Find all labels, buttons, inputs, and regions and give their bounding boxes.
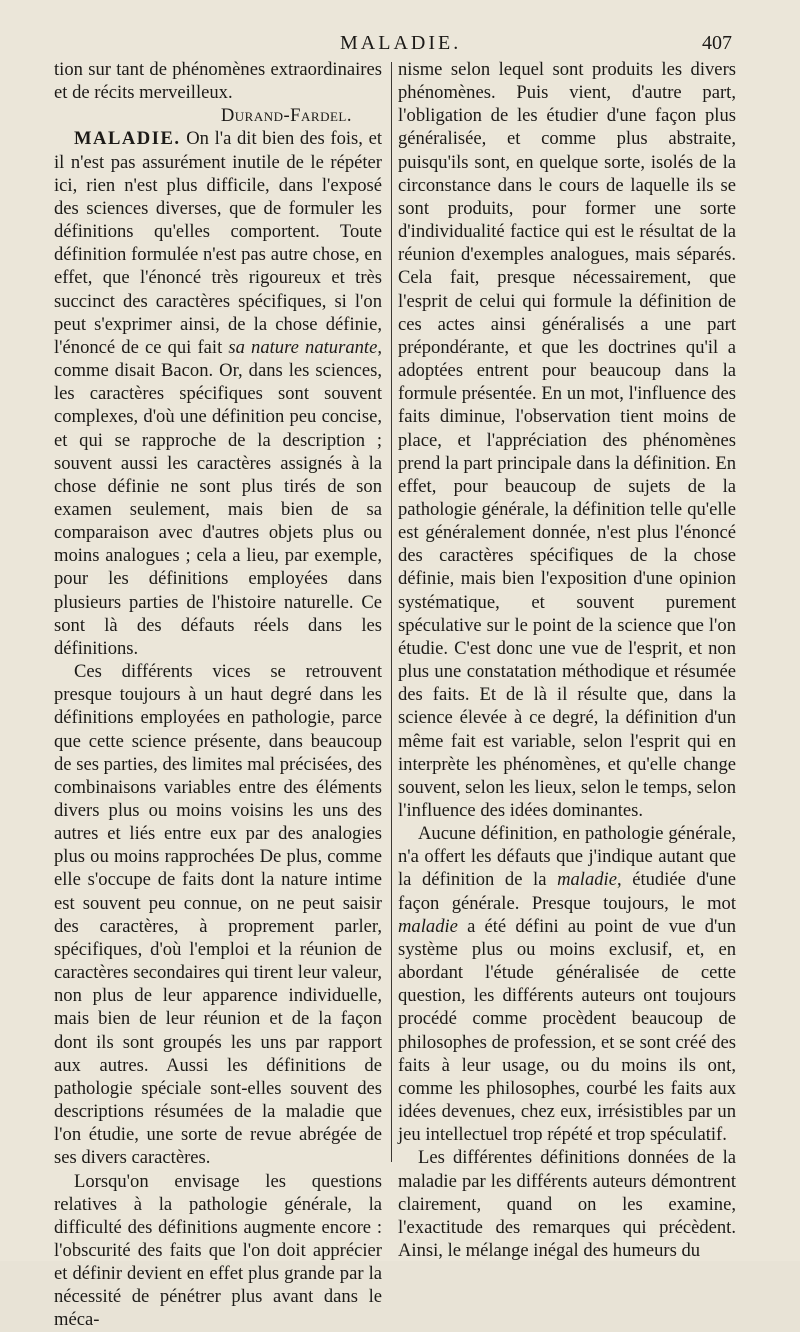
right-paragraph-2-text-c: a été défini au point de vue d'un système plus ou moins exclusif, et, en abordant l'étude généralisée de cette question, les différents auteurs ont toujours procédé comme procèdent beaucoup de philosophes de profession, et se sont créé des faits à leur usage, ou du moins ils ont, comme les philosophes, courbé les faits aux idées devenues, chez eux, irrésistibles par un jeu intellectuel trop répété et trop spéculatif. — [398, 915, 736, 1146]
right-paragraph-2 — [398, 822, 736, 1146]
left-paragraph-2 — [54, 127, 382, 660]
left-paragraph-3: Ces différents vices se retrouvent presque toujours à un haut degré dans les définitions employées en pathologie, parce que cette science présente, dans beaucoup de ses parties, des limites mal précisées, des combinaisons variables entre des éléments divers plus ou moins voisins les uns des autres et liés entre eux par des analogies plus ou moins rapprochées De plus, comme elle s'occupe de faits dont la nature intime est souvent peu connue, on ne peut saisir des caractères, à proprement parler, spécifiques, d'où l'emploi et la réunion de caractères secondaires qui tirent leur valeur, non plus de leur apparence individuelle, mais bien de leur réunion et de la façon dont ils sont groupés les uns par rapport aux autres. Aussi les définitions de pathologie spéciale sont-elles souvent des descriptions résumées de la maladie que l'on étudie, une sorte de revue abrégée de ses divers caractères. — [54, 661, 382, 1169]
right-paragraph-2-text-b: , étudiée d'une façon générale. Presque toujours, le mot — [398, 869, 736, 914]
page-number: 407 — [702, 32, 732, 54]
running-title: MALADIE. — [340, 32, 462, 54]
page-header — [0, 30, 800, 60]
left-paragraph-2-text-a: On l'a dit bien des fois, et il n'est pas assurément inutile de le répéter ici, rien n'est plus difficile, dans l'exposé des sciences diverses, que de formuler les définitions qu'elles comportent. Toute définition formulée n'est pas autre chose, en effet, que l'énoncé très rigoureux et très succinct des caractères spécifiques, si l'on peut s'exprimer ainsi, de la chose définie, l'énoncé de ce qui fait — [54, 128, 382, 358]
right-paragraph-3: Les différentes définitions données de la maladie par les différents auteurs démontrent clairement, quand on les examine, l'exactitude des remarques qui précèdent. Ainsi, le mélange inégal des humeurs du — [398, 1147, 736, 1261]
right-paragraph-2-text-a: Aucune définition, en pathologie générale, n'a offert les défauts que j'indique autant que la définition de la — [398, 823, 736, 891]
right-paragraph-1: nisme selon lequel sont produits les divers phénomènes. Puis vient, d'autre part, l'obligation de les étudier d'une façon plus généralisée, et comme plus abstraite, puisqu'ils sont, en quelque sorte, isolés de la circonstance dans le cours de laquelle ils se sont produits, pour former une sorte d'individualité factice qui est le résultat de la réunion d'exemples analogues, mais séparés. Cela fait, presque nécessairement, que l'esprit de celui qui formule la définition de ces actes ainsi généralisés a une part prépondérante, et que les doctrines qu'il a adoptées entrent pour beaucoup dans la formule présentée. En un mot, l'influence des faits diminue, l'observation tient moins de place, et l'appréciation des phénomènes prend la part principale dans la définition. En effet, pour beaucoup de sujets de la pathologie générale, la définition telle qu'elle est généralement donnée, n'est plus l'énoncé des caractères spécifiques de la chose définie, mais bien l'exposition d'une opinion systématique, et souvent purement spéculative sur le point de la science que l'on étudie. C'est donc une vue de l'esprit, et non plus une constatation méthodique et résumée des faits. Et de là il résulte que, dans la science élevée à ce degré, la définition d'un même fait est variable, selon l'esprit qui en interprète les phénomènes, et qu'elle change souvent, selon les lieux, selon le temps, selon l'influence des idées dominantes. — [398, 59, 736, 821]
left-paragraph-2-italic: sa nature naturante — [228, 336, 378, 358]
column-divider — [391, 62, 392, 1162]
right-paragraph-2-italic-1: maladie — [557, 869, 617, 891]
left-paragraph-1: tion sur tant de phénomènes extraordinaires et de récits merveilleux. — [54, 59, 382, 104]
author-signature: Durand-Fardel. — [220, 105, 352, 127]
right-paragraph-2-italic-2: maladie — [398, 915, 458, 937]
left-paragraph-4: Lorsqu'on envisage les questions relatives à la pathologie générale, la difficulté des définitions augmente encore : l'obscurité des faits que l'on doit apprécier et définir devient en effet plus grande par la nécessité de pénétrer plus avant dans le méca- — [54, 1170, 382, 1331]
right-column — [398, 58, 736, 1262]
entry-headword: MALADIE. — [74, 128, 181, 150]
left-column — [54, 58, 382, 1332]
left-paragraph-2-text-b: , comme disait Bacon. Or, dans les sciences, les caractères spécifiques sont souvent complexes, d'où une définition peu concise, et qui se rapproche de la description ; souvent aussi les caractères assignés à la chose définie ne sont plus tirés de son examen seulement, mais bien de sa comparaison avec d'autres objets plus ou moins analogues ; cela a lieu, par exemple, pour les définitions employées dans plusieurs parties de l'histoire naturelle. Ce sont là des défauts réels dans les définitions. — [54, 336, 382, 659]
